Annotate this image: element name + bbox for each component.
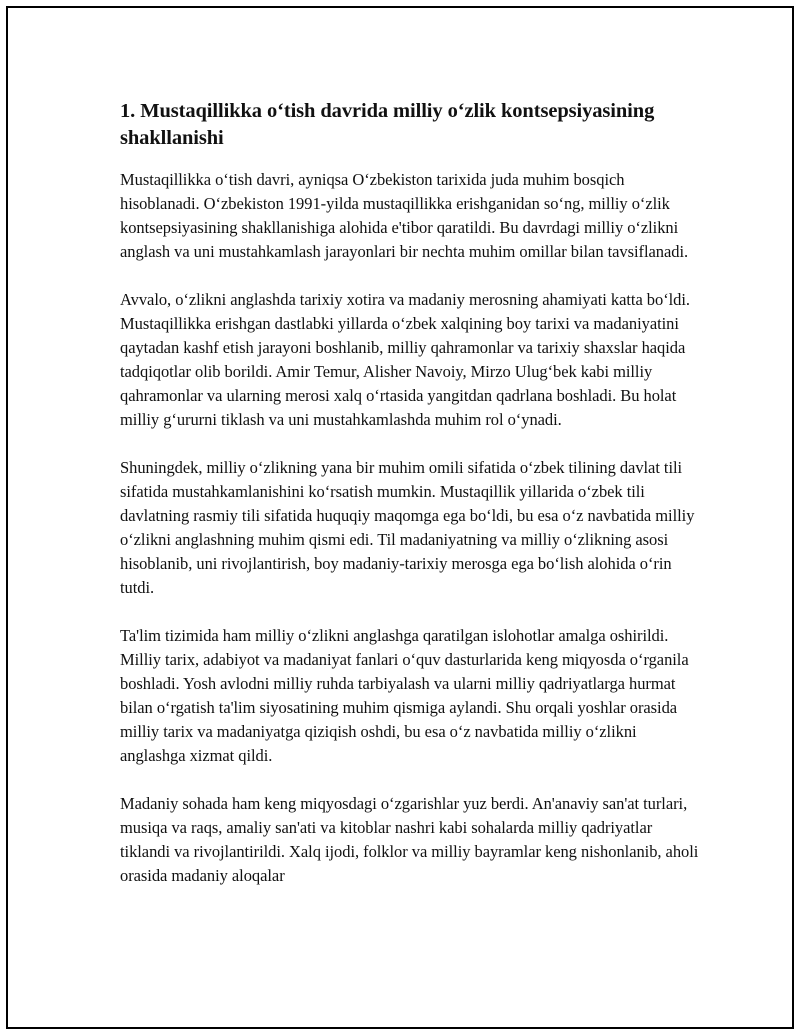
paragraph-3: Shuningdek, milliy o‘zlikning yana bir muhim omili sifatida o‘zbek tilining davlat tili sifatida mustahkamlanishini ko‘rsatish mumkin. Mustaqillik yillarida o‘zbek tili davlatning rasmiy tili sifatida huquqiy maqomga ega bo‘ldi, bu esa o‘z navbatida milliy o‘zlikni anglashning muhim qismi edi. Til madaniyatning va milliy o‘zlikning asosi hisoblanib, uni rivojlantirish, boy madaniy-tarixiy merosga ega bo‘lish alohida o‘rin tutdi. xyxy=(120,458,695,597)
document-body xyxy=(120,98,700,912)
section-heading: 1. Mustaqillikka o‘tish davrida milliy o‘zlik kontsepsiyasining shakllanishi xyxy=(120,100,655,149)
paragraph-2: Avvalo, o‘zlikni anglashda tarixiy xotira va madaniy merosning ahamiyati katta bo‘ldi. Mustaqillikka erishgan dastlabki yillarda o‘zbek xalqining boy tarixi va madaniyatini qaytadan kashf etish jarayoni boshlanib, milliy qahramonlar va tarixiy shaxslar haqida tadqiqotlar olib borildi. Amir Temur, Alisher Navoiy, Mirzo Ulug‘bek kabi milliy qahramonlar va ularning merosi xalq o‘rtasida yangitdan qadrlana boshladi. Bu holat milliy g‘ururni tiklash va uni mustahkamlashda muhim rol o‘ynadi. xyxy=(120,290,690,429)
paragraph-4: Ta'lim tizimida ham milliy o‘zlikni anglashga qaratilgan islohotlar amalga oshirildi. Milliy tarix, adabiyot va madaniyat fanlari o‘quv dasturlarida keng miqyosda o‘rganila boshladi. Yosh avlodni milliy ruhda tarbiyalash va ularni milliy qadriyatlarga hurmat bilan o‘rgatish ta'lim siyosatining muhim qismiga aylandi. Shu orqali yoshlar orasida milliy tarix va madaniyatga qiziqish oshdi, bu esa o‘z navbatida milliy o‘zlikni anglashga xizmat qildi. xyxy=(120,626,689,765)
page-frame xyxy=(6,6,794,1029)
paragraph-5: Madaniy sohada ham keng miqyosdagi o‘zgarishlar yuz berdi. An'anaviy san'at turlari, musiqa va raqs, amaliy san'ati va kitoblar nashri kabi sohalarda milliy qadriyatlar tiklandi va rivojlantirildi. Xalq ijodi, folklor va milliy bayramlar keng nishonlanib, aholi orasida madaniy aloqalar xyxy=(120,794,699,885)
paragraph-1: Mustaqillikka o‘tish davri, ayniqsa O‘zbekiston tarixida juda muhim bosqich hisoblanadi. O‘zbekiston 1991-yilda mustaqillikka erishganidan so‘ng, milliy o‘zlik kontsepsiyasining shakllanishiga alohida e'tibor qaratildi. Bu davrdagi milliy o‘zlikni anglash va uni mustahkamlash jarayonlari bir nechta muhim omillar bilan tavsiflanadi. xyxy=(120,170,689,261)
